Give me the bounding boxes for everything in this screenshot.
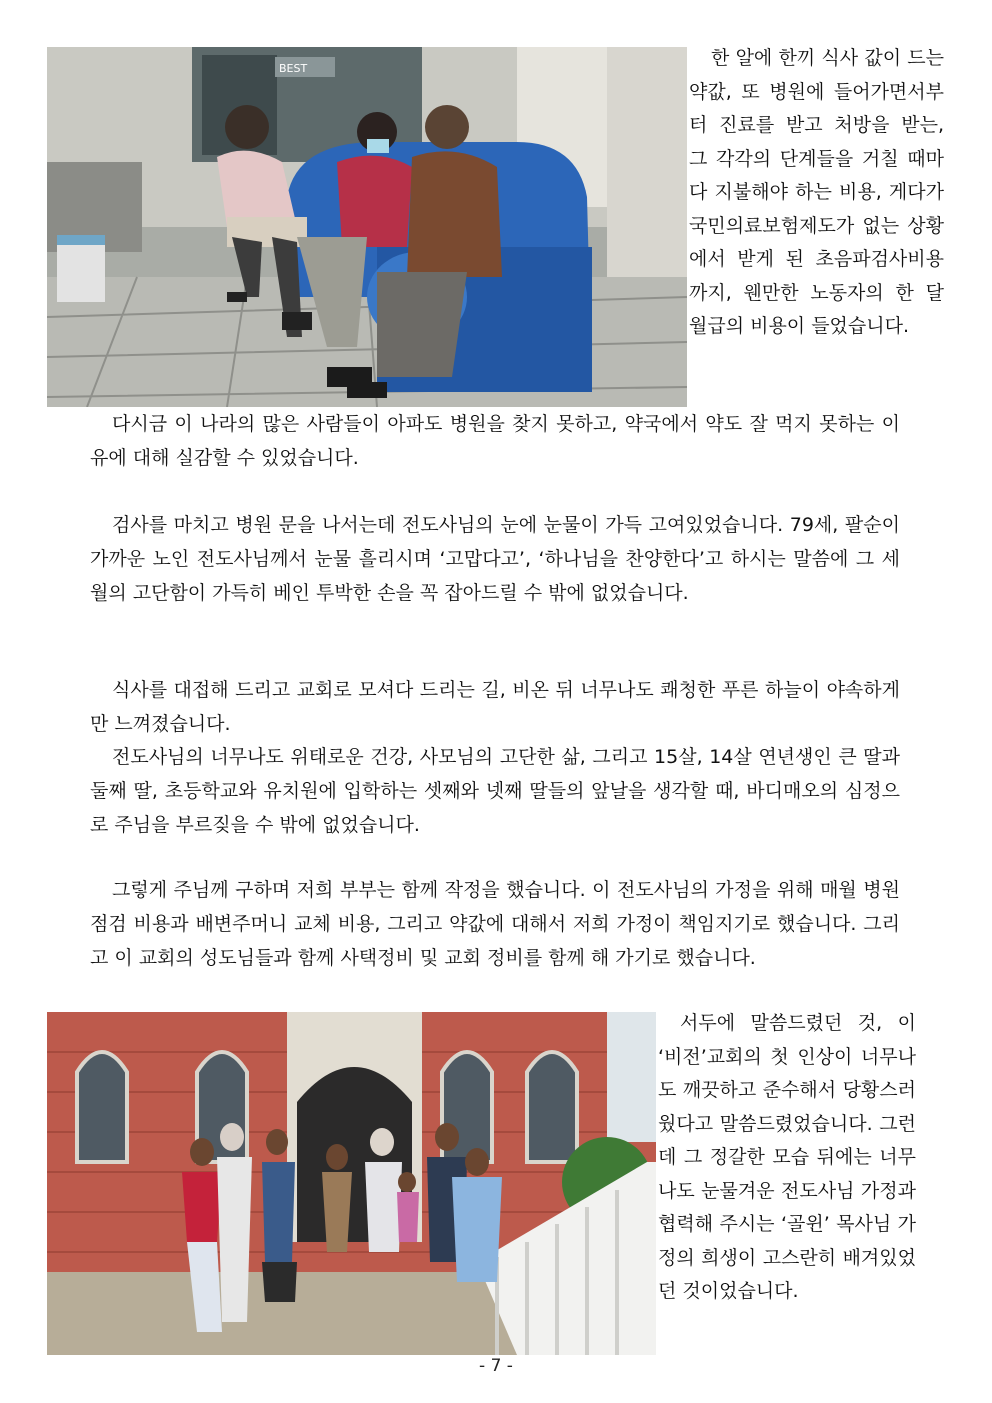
sign-text: BEST <box>279 62 308 75</box>
page-number: - 7 - <box>479 1356 513 1376</box>
hospital-waiting-photo <box>47 47 687 407</box>
paragraph-text: 다시금 이 나라의 많은 사람들이 아파도 병원을 찾지 못하고, 약국에서 약도 잘 먹지 못하는 이유에 대해 실감할 수 있었습니다. <box>90 413 900 469</box>
paragraph-tears <box>90 508 900 610</box>
side-paragraph-sacrifice: 서두에 말씀드렸던 것, 이 ‘비전’교회의 첫 인상이 너무나도 깨끗하고 준수해서 당황스러웠다고 말씀드렸었습니다. 그런데 그 정갈한 모습 뒤에는 너무나도 눈물겨운 전도사님 가정과 협력해 주시는 ‘골윈’ 목사님 가정의 희생이 고스란히 배겨있었던 것이었습니다. <box>658 1012 916 1302</box>
church-group-photo <box>47 1012 656 1355</box>
paragraph-text: 그렇게 주님께 구하며 저희 부부는 함께 작정을 했습니다. 이 전도사님의 가정을 위해 매월 병원 점검 비용과 배변주머니 교체 비용, 그리고 약값에 대해서 저희 가정이 책임지기로 했습니다. 그리고 이 교회의 성도님들과 함께 사택정비 및 교회 정비를 함께 해 가기로 했습니다. <box>90 879 900 969</box>
paragraph-text: 식사를 대접해 드리고 교회로 모셔다 드리는 길, 비온 뒤 너무나도 쾌청한 푸른 하늘이 야속하게만 느껴졌습니다. <box>90 679 900 735</box>
side-text-hospital <box>689 42 944 344</box>
side-text-church <box>658 1007 916 1309</box>
paragraph-family <box>90 740 900 842</box>
side-paragraph-costs: 한 알에 한끼 식사 값이 드는 약값, 또 병원에 들어가면서부터 진료를 받고 처방을 받는, 그 각각의 단계들을 거칠 때마다 지불해야 하는 비용, 게다가 국민의료보험제도가 없는 상황에서 받게 된 초음파검사비용까지, 웬만한 노동자의 한 달 월급의 비용이 들었습니다. <box>689 47 944 337</box>
paragraph-meal <box>90 673 900 741</box>
paragraph-commitment <box>90 873 900 975</box>
paragraph-text: 전도사님의 너무나도 위태로운 건강, 사모님의 고단한 삶, 그리고 15살, 14살 연년생인 큰 딸과 둘째 딸, 초등학교와 유치원에 입학하는 셋째와 넷째 딸들의 앞날을 생각할 때, 바디매오의 심정으로 주님을 부르짖을 수 밖에 없었습니다. <box>90 746 900 836</box>
paragraph-patients <box>90 407 900 475</box>
paragraph-text: 검사를 마치고 병원 문을 나서는데 전도사님의 눈에 눈물이 가득 고여있었습니다. 79세, 팔순이 가까운 노인 전도사님께서 눈물 흘리시며 ‘고맙다고’, ‘하나님을 찬양한다’고 하시는 말씀에 그 세월의 고단함이 가득히 베인 투박한 손을 꼭 잡아드릴 수 밖에 없었습니다. <box>90 514 900 604</box>
